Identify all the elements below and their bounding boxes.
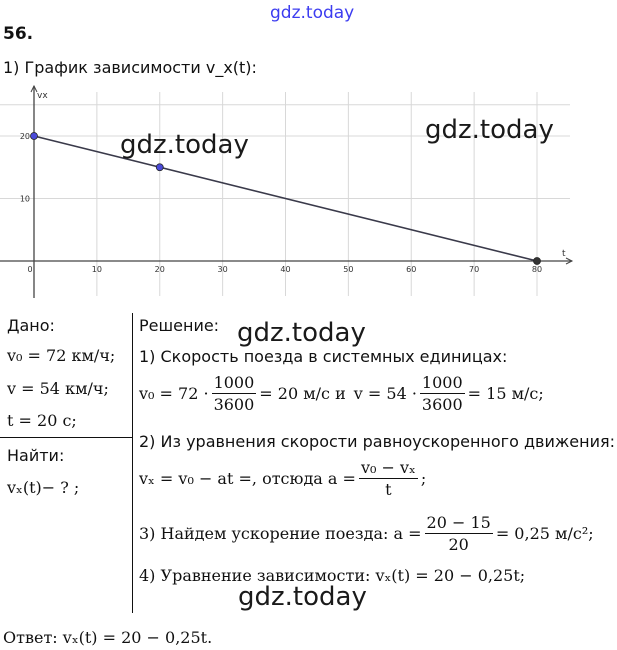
x-tick-label: 0: [27, 265, 33, 274]
data-point: [156, 164, 163, 171]
x-tick-label: 10: [91, 265, 102, 274]
conversion-line: [139, 373, 544, 414]
conv-b-fraction: [420, 373, 465, 414]
data-point: [534, 258, 541, 265]
x-tick-label: 40: [280, 265, 291, 274]
step3-num: 20 − 15: [426, 513, 491, 532]
given-item: v₀ = 72 км/ч;: [7, 346, 116, 365]
watermark: gdz.today: [238, 582, 367, 612]
data-point: [31, 133, 38, 140]
conv-b-pre: v = 54 ·: [353, 384, 417, 403]
conv-a-post: = 20 м/с и: [259, 384, 346, 403]
conv-b-post: = 15 м/с;: [467, 384, 544, 403]
x-tick-label: 80: [531, 265, 543, 274]
step3-post: = 0,25 м/с²;: [495, 524, 594, 543]
x-tick-label: 30: [217, 265, 228, 274]
table-divider-vertical: [132, 313, 133, 613]
answer: Ответ: vₓ(t) = 20 − 0,25t.: [3, 628, 213, 647]
eq2-den: t: [385, 480, 392, 499]
equation2-line: [139, 458, 426, 499]
solution-title: Решение:: [139, 316, 220, 335]
given-title: Дано:: [7, 316, 55, 335]
conv-b-num: 1000: [421, 373, 463, 392]
part1-title: 1) График зависимости v_x(t):: [3, 58, 257, 77]
solution-step4: 4) Уравнение зависимости: vₓ(t) = 20 − 0,25t;: [139, 566, 526, 585]
watermark-top: gdz.today: [270, 3, 355, 23]
x-tick-label: 60: [406, 265, 417, 274]
problem-number: 56.: [3, 24, 34, 44]
step3-line: [139, 513, 594, 554]
solution-step2: 2) Из уравнения скорости равноускоренного движения:: [139, 432, 615, 451]
given-item: v = 54 км/ч;: [7, 379, 109, 398]
y-tick-label: 10: [19, 194, 30, 204]
conv-a-pre: v₀ = 72 ·: [139, 384, 209, 403]
find-item: vₓ(t)− ? ;: [7, 478, 80, 497]
conv-b-den: 3600: [421, 395, 463, 414]
conv-a-den: 3600: [213, 395, 255, 414]
step3-fraction: [425, 513, 493, 554]
conv-a-num: 1000: [213, 373, 255, 392]
x-tick-label: 70: [469, 265, 480, 274]
step3-den: 20: [448, 535, 469, 554]
watermark: gdz.today: [237, 318, 366, 348]
x-tick-label: 50: [343, 265, 354, 274]
x-axis-label: t: [562, 249, 566, 259]
find-title: Найти:: [7, 446, 65, 465]
chart-tick-labels: [20, 132, 542, 274]
given-item: t = 20 с;: [7, 411, 77, 430]
table-divider-horizontal: [0, 437, 132, 438]
watermark: gdz.today: [120, 130, 249, 160]
conv-a-fraction: [212, 373, 257, 414]
eq2-num: v₀ − vₓ: [360, 458, 416, 477]
eq2-post: ;: [420, 469, 427, 488]
step3-pre: 3) Найдем ускорение поезда: a =: [139, 524, 422, 543]
watermark: gdz.today: [425, 115, 554, 145]
y-tick-label: 20: [19, 132, 30, 141]
solution-step1: 1) Скорость поезда в системных единицах:: [139, 347, 508, 366]
eq2-pre: vₓ = v₀ − at =, отсюда a =: [139, 469, 356, 488]
eq2-fraction: [359, 458, 418, 499]
y-axis-label: vx: [37, 91, 48, 101]
x-tick-label: 20: [154, 265, 165, 274]
